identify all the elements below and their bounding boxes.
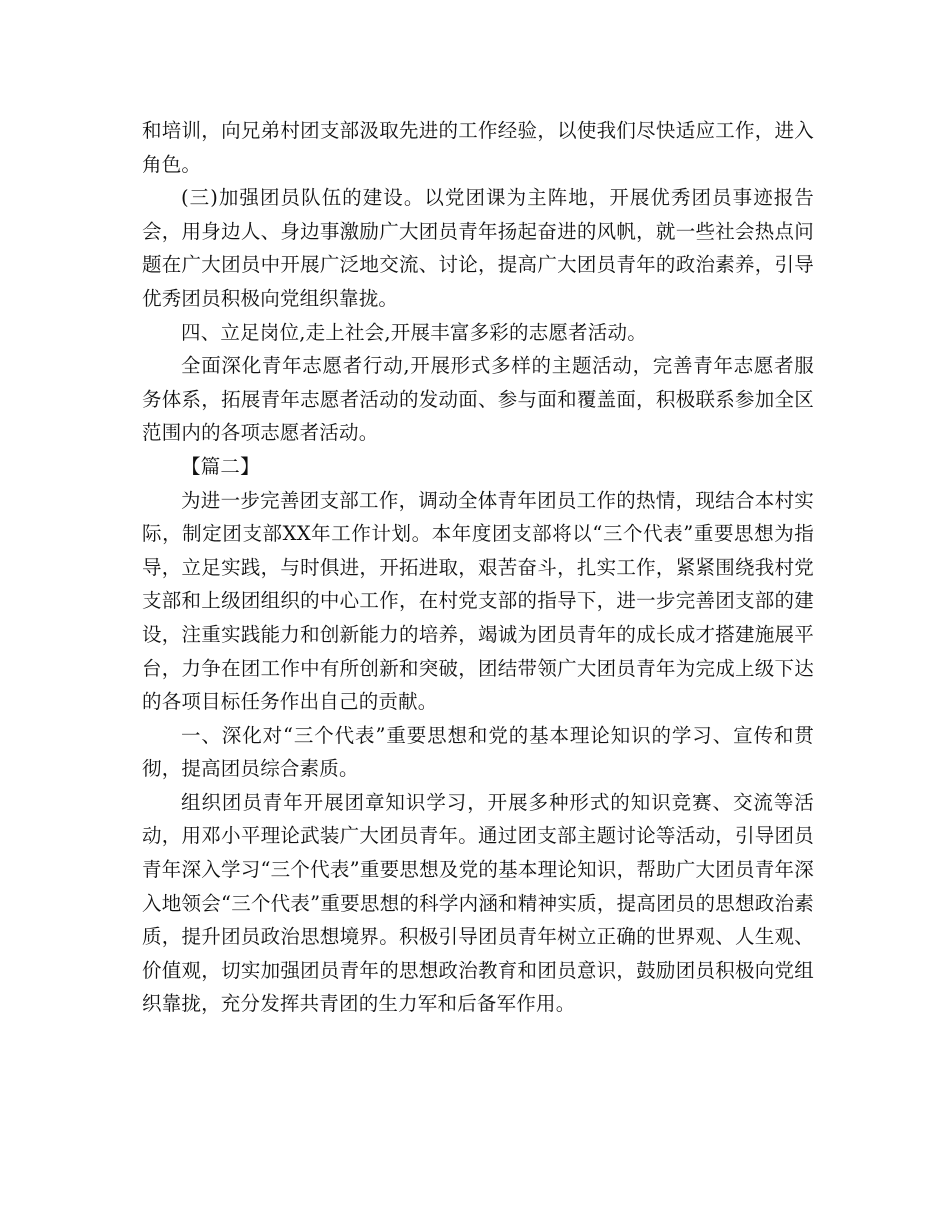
paragraph-training: 和培训，向兄弟村团支部汲取先进的工作经验，以使我们尽快适应工作，进入角色。 bbox=[142, 119, 814, 176]
paragraph-theory-study: 组织团员青年开展团章知识学习，开展多种形式的知识竞赛、交流等活动，用邓小平理论武装广大团员青年。通过团支部主题讨论等活动，引导团员青年深入学习“三个代表”重要思想及党的基本理论知识，帮助广大团员青年深入地领会“三个代表”重要思想的科学内涵和精神实质，提高团员的思想政治素质，提升团员政治思想境界。积极引导团员青年树立正确的世界观、人生观、价值观，切实加强团员青年的思想政治教育和团员意识，鼓励团员积极向党组织靠拢，充分发挥共青团的生力军和后备军作用。 bbox=[142, 790, 814, 1016]
paragraph-team-building: (三)加强团员队伍的建设。以党团课为主阵地，开展优秀团员事迹报告会，用身边人、身边事激励广大团员青年扬起奋进的风帆，就一些社会热点问题在广大团员中开展广泛地交流、讨论，提高广大团员青年的政治素养，引导优秀团员积极向党组织靠拢。 bbox=[142, 186, 814, 310]
paragraph-work-plan-intro: 为进一步完善团支部工作，调动全体青年团员工作的热情，现结合本村实际，制定团支部XX年工作计划。本年度团支部将以“三个代表”重要思想为指导，立足实践，与时俱进，开拓进取，艰苦奋斗，扎实工作，紧紧围绕我村党支部和上级团组织的中心工作，在村党支部的指导下，进一步完善团支部的建设，注重实践能力和创新能力的培养，竭诚为团员青年的成长成才搭建施展平台，力争在团工作中有所创新和突破，团结带领广大团员青年为完成上级下达的各项目标任务作出自己的贡献。 bbox=[142, 488, 814, 714]
heading-theory-study: 一、深化对“三个代表”重要思想和党的基本理论知识的学习、宣传和贯彻，提高团员综合素质。 bbox=[142, 723, 814, 781]
heading-volunteer-activities: 四、立足岗位,走上社会,开展丰富多彩的志愿者活动。 bbox=[181, 320, 647, 344]
section-heading-part-two: 【篇二】 bbox=[181, 454, 260, 478]
document-body bbox=[142, 114, 814, 1021]
paragraph-volunteer-actions: 全面深化青年志愿者行动,开展形式多样的主题活动，完善青年志愿者服务体系，拓展青年志愿者活动的发动面、参与面和覆盖面，积极联系参加全区范围内的各项志愿者活动。 bbox=[142, 354, 814, 445]
